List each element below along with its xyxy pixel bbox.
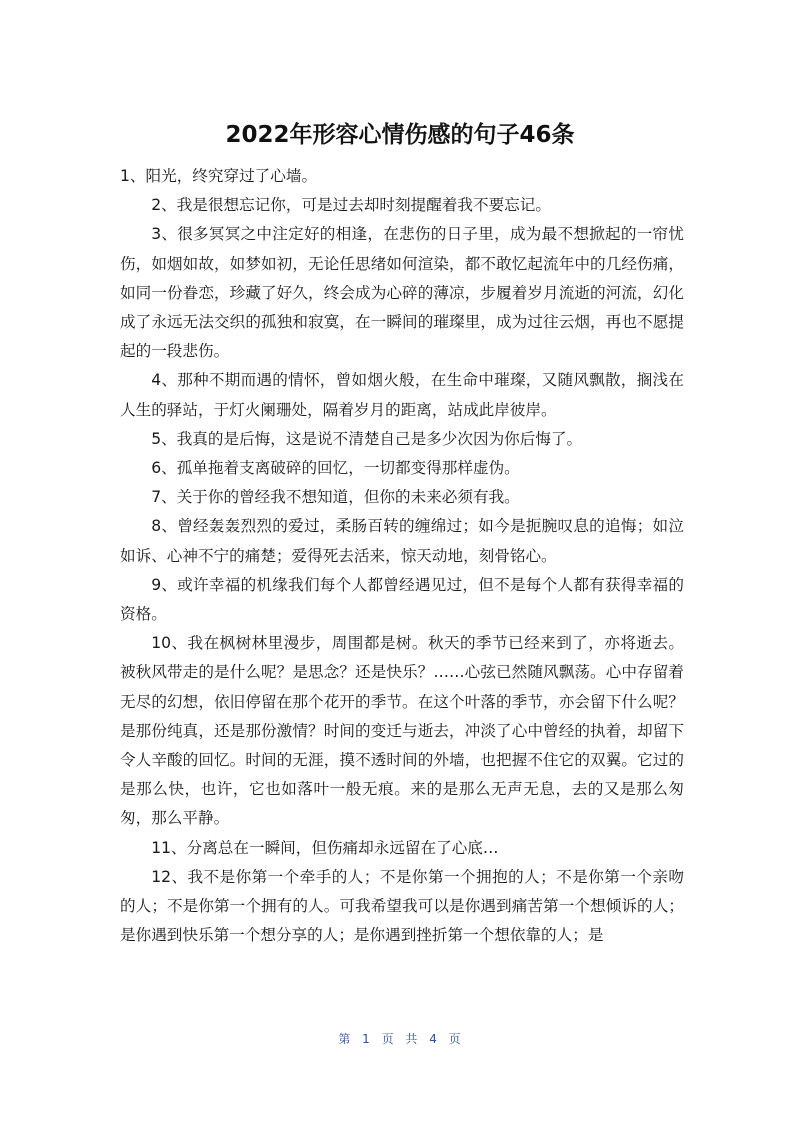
paragraph-11: 11、分离总在一瞬间，但伤痛却永远留在了心底…: [151, 838, 499, 857]
paragraph-4: 4、那种不期而遇的情怀，曾如烟火般，在生命中璀璨，又随风飘散，搁浅在人生的驿站，于灯火阑珊处，隔着岁月的距离，站成此岸彼岸。: [120, 371, 684, 419]
paragraph-6: 6、孤单拖着支离破碎的回忆，一切都变得那样虚伪。: [151, 459, 520, 478]
paragraph-9: 9、或许幸福的机缘我们每个人都曾经遇见过，但不是每个人都有获得幸福的资格。: [120, 575, 684, 624]
paragraph-3: 3、很多冥冥之中注定好的相逢，在悲伤的日子里，成为最不想掀起的一帘忧伤，如烟如故，如梦如初，无论任思绪如何渲染，都不敢忆起流年中的几经伤痛，如同一份眷恋，珍藏了好久，终会成为心碎的薄凉，步履着岁月流逝的河流，幻化成了永远无法交织的孤独和寂寞，在一瞬间的璀璨里，成为过往云烟，再也不愿提起的一段悲伤。: [120, 225, 684, 361]
paragraph-12: 12、我不是你第一个牵手的人；不是你第一个拥抱的人；不是你第一个亲吻的人；不是你第一个拥有的人。可我希望我可以是你遇到痛苦第一个想倾诉的人；是你遇到快乐第一个想分享的人；是你遇到挫折第一个想依靠的人；是: [120, 867, 684, 945]
paragraph-1: 1、阳光，终究穿过了心墙。: [120, 167, 318, 185]
paragraph-2: 2、我是很想忘记你，可是过去却时刻提醒着我不要忘记。: [151, 196, 551, 215]
document-body: [120, 162, 684, 950]
document-title: 2022年形容心情伤感的句子46条: [225, 122, 575, 148]
paragraph-10: 10、我在枫树林里漫步，周围都是树。秋天的季节已经来到了，亦将逝去。被秋风带走的是什么呢？是思念？还是快乐？……心弦已然随风飘荡。心中存留着无尽的幻想，依旧停留在那个花开的季节。在这个叶落的季节，亦会留下什么呢？是那份纯真，还是那份激情？时间的变迁与逝去，冲淡了心中曾经的执着，却留下令人辛酸的回忆。时间的无涯，摸不透时间的外墙，也把握不住它的双翼。它过的是那么快，也许，它也如落叶一般无痕。来的是那么无声无息，去的又是那么匆匆，那么平静。: [120, 634, 684, 828]
paragraph-5: 5、我真的是后悔，这是说不清楚自己是多少次因为你后悔了。: [151, 429, 583, 448]
paragraph-7: 7、关于你的曾经我不想知道，但你的未来必须有我。: [151, 488, 520, 507]
paragraph-8: 8、曾经轰轰烈烈的爱过，柔肠百转的缠绵过；如今是扼腕叹息的追悔；如泣如诉、心神不宁的痛楚；爱得死去活来，惊天动地，刻骨铭心。: [120, 517, 684, 565]
page-footer: 第 1 页 共 4 页: [338, 1032, 462, 1046]
